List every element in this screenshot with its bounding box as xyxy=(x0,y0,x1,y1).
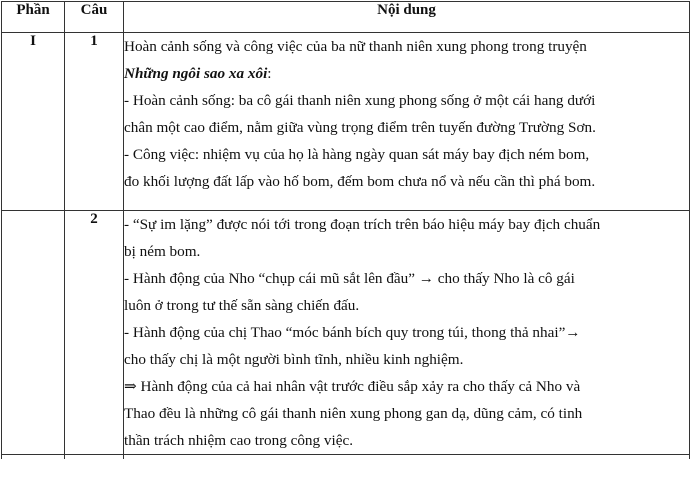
content-line: - “Sự im lặng” được nói tới trong đoạn trích trên báo hiệu máy bay địch chuẩn xyxy=(124,216,601,233)
content-line: cho thấy chị là một người bình tĩnh, nhiều kinh nghiệm. xyxy=(124,351,464,368)
content-line: - Hoàn cảnh sống: ba cô gái thanh niên xung phong sống ở một cái hang dưới xyxy=(124,92,596,109)
content-line: ⇒ Hành động của cả hai nhân vật trước điều sắp xảy ra cho thấy cả Nho và xyxy=(124,378,581,395)
content-line: - Hành động của chị Thao “móc bánh bích quy trong túi, thong thả nhai”→ xyxy=(124,324,581,341)
cell-empty xyxy=(65,455,124,460)
story-title: Những ngôi sao xa xôi xyxy=(124,65,268,82)
cell-noi-dung xyxy=(124,33,690,211)
answer-table xyxy=(1,1,690,459)
cell-phan: I xyxy=(2,33,65,211)
content-line: chân một cao điểm, nằm giữa vùng trọng điểm trên tuyến đường Trường Sơn. xyxy=(124,119,596,136)
cell-empty xyxy=(124,455,690,460)
header-cau: Câu xyxy=(65,2,124,33)
content-line: thần trách nhiệm cao trong công việc. xyxy=(124,432,353,449)
content-line xyxy=(124,60,689,87)
content-line: - Hành động của Nho “chụp cái mũ sắt lên đầu” → cho thấy Nho là cô gái xyxy=(124,270,575,287)
cell-cau: 1 xyxy=(65,33,124,211)
cell-phan xyxy=(2,211,65,455)
table-row-partial xyxy=(2,455,690,460)
header-row xyxy=(2,2,690,33)
content-line: đo khối lượng đất lấp vào hố bom, đếm bom chưa nổ và nếu cần thì phá bom. xyxy=(124,173,596,190)
content-line: Hoàn cảnh sống và công việc của ba nữ thanh niên xung phong trong truyện xyxy=(124,38,587,55)
content-line: - Công việc: nhiệm vụ của họ là hàng ngày quan sát máy bay địch ném bom, xyxy=(124,146,590,163)
cell-noi-dung xyxy=(124,211,690,455)
table-row xyxy=(2,33,690,211)
header-noi-dung: Nội dung xyxy=(124,2,690,33)
colon: : xyxy=(267,65,272,82)
table-row xyxy=(2,211,690,455)
content-line: Thao đều là những cô gái thanh niên xung phong gan dạ, dũng cảm, có tinh xyxy=(124,405,583,422)
cell-cau: 2 xyxy=(65,211,124,455)
header-phan: Phần xyxy=(2,2,65,33)
cell-empty xyxy=(2,455,65,460)
content-line: luôn ở trong tư thế sẵn sàng chiến đấu. xyxy=(124,297,360,314)
content-line: bị ném bom. xyxy=(124,243,201,260)
